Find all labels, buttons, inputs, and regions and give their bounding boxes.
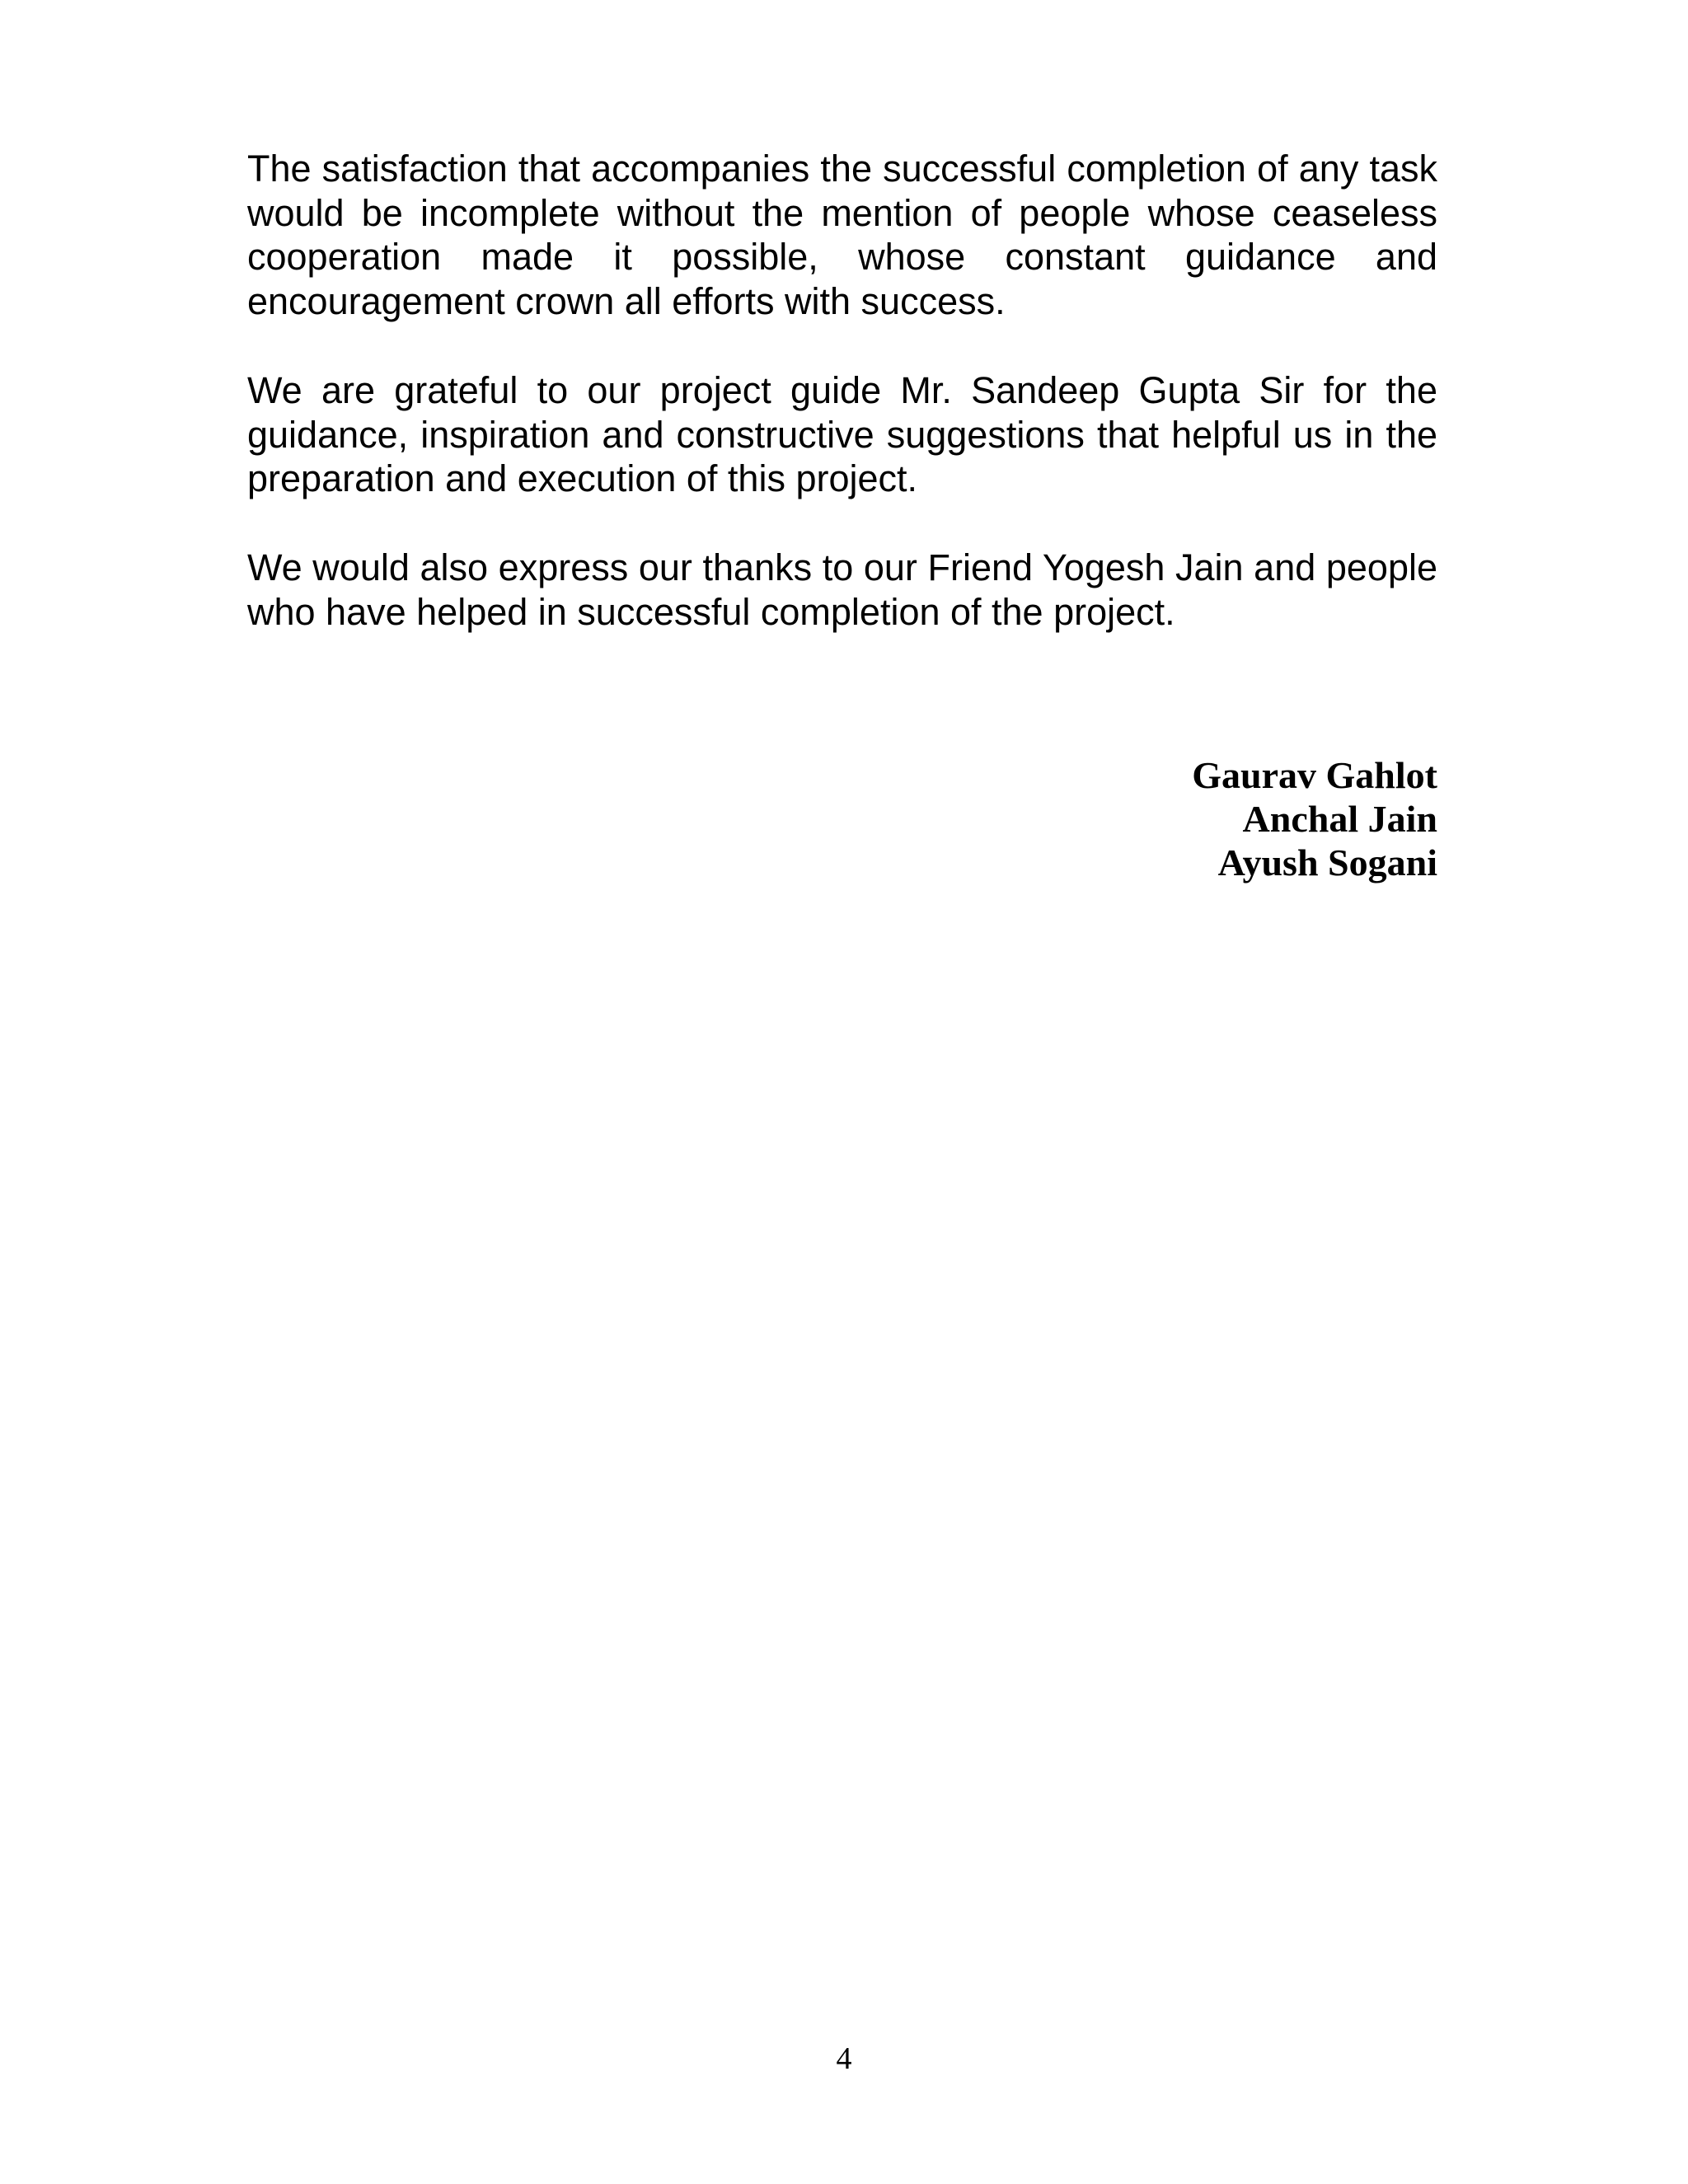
signatory-name: Anchal Jain [1242, 798, 1437, 840]
signatory-name: Gaurav Gahlot [1192, 754, 1437, 796]
signatory-name: Ayush Sogani [1217, 841, 1437, 883]
signature-block [778, 753, 1437, 884]
acknowledgement-paragraph-1: The satisfaction that accompanies the successful completion of any task would be incomplete without the mention of people whose ceaseless cooperation made it possible, whose constant guidance and encouragement crown all efforts with success. [247, 148, 1437, 322]
page-number: 4 [836, 2041, 852, 2076]
acknowledgement-paragraph-2: We are grateful to our project guide Mr. Sandeep Gupta Sir for the guidance, inspiration and constructive suggestions that helpful us in the preparation and execution of this project. [247, 369, 1437, 499]
acknowledgement-paragraph-3: We would also express our thanks to our Friend Yogesh Jain and people who have helped in successful completion of the project. [247, 546, 1437, 633]
